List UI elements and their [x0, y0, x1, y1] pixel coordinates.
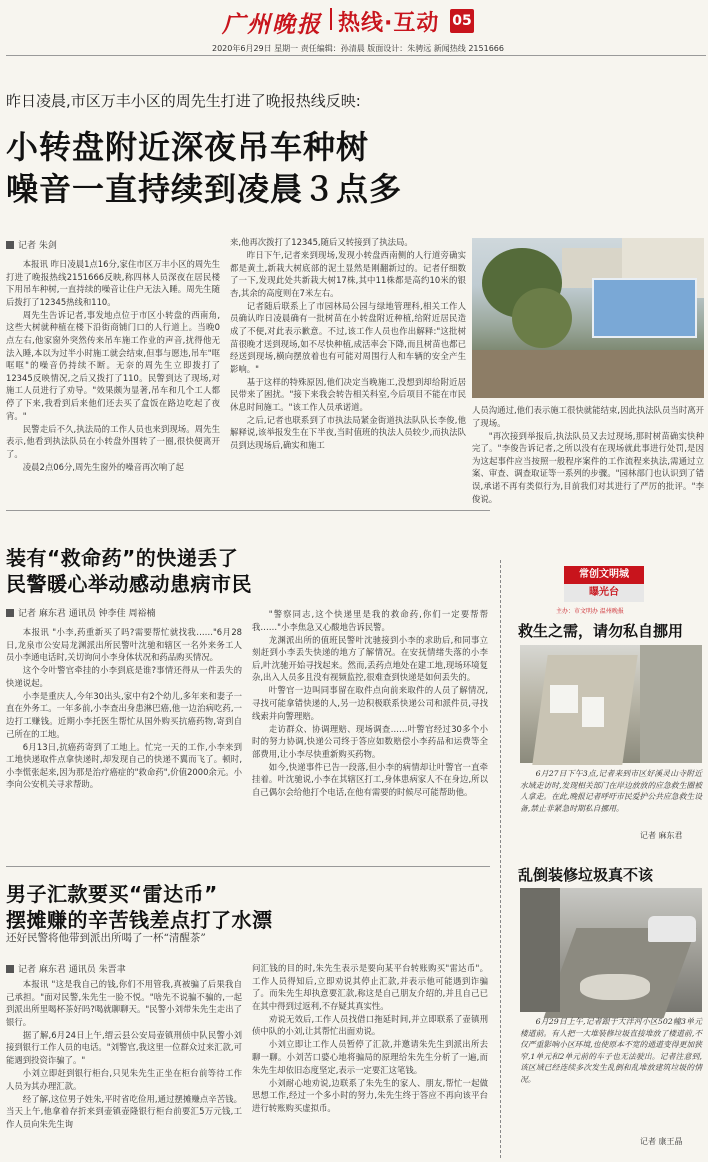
article-divider [6, 866, 490, 867]
lead-headline-line1: 小转盘附近深夜吊车种树 [6, 128, 370, 166]
paragraph: 龙渊派出所的值班民警叶沈驰接到小李的求助后,和同事立刻赶到小李丢失快递的地方了解情况。在安抚情绪失落的小李后,叶沈驰开始寻找起来。然而,丢药点地处在建工地,现场环境复杂,出入人员多且没有视频监控,很难查到快递是如何丢失的。 [252, 634, 488, 683]
article3-byline-text: 记者 麻东君 通讯员 朱晋聿 [18, 965, 126, 975]
paragraph: 之后,记者也联系到了市执法局紧金街道执法队队长李俊,他解释说,该举报发生在下半夜,当时值班的执法人员较少,而执法队员到达现场后,确实和施工 [230, 414, 466, 451]
article2-column-2 [252, 608, 488, 864]
page-number-badge: 05 [450, 9, 474, 33]
masthead-separator [330, 8, 332, 30]
byline-marker-icon [6, 965, 14, 973]
photo-tree-area [640, 645, 702, 763]
paragraph: 小刘立即赶到银行柜台,只见朱先生正坐在柜台前等待工作人员为其办理汇款。 [6, 1067, 242, 1091]
article2-headline-line1: 装有“救命药”的快递丢了 [6, 546, 239, 570]
sidebar-item2-headline: 乱倒装修垃圾真不该 [518, 866, 654, 884]
paragraph: 经了解,这位男子姓朱,平时省吃俭用,通过摆摊赚点辛苦钱。当天上午,他拿着存折来到壶镇壶隆银行柜台前要汇5万元钱,工作人员向朱先生询 [6, 1093, 242, 1129]
paragraph: 本报讯 昨日凌晨1点16分,家住市区万丰小区的周先生打进了晚报热线2151666反映,称四林人员深夜在居民楼下用吊车种树,一直持续的噪音让住户无法入睡。周先生随后拨打了12345热线和110。 [6, 259, 220, 307]
badge-top-label: 常创文明城 [564, 566, 644, 584]
photo-tree [512, 288, 572, 348]
paragraph: 昨日下午,记者来到现场,发现小转盘西南侧的人行道旁确实都是黄土,新栽大树底部的泥土显然是刚翻新过的。记者仔细数了一下,发现此处共新栽大树17株,其中11株都是高约10米的银杏,其余的高度则在7米左右。 [230, 249, 466, 298]
article3-column-2 [252, 962, 488, 1156]
paragraph: 本报讯 "小李,药重新买了吗?需要帮忙就找我……"6月28日,龙泉市公安局龙渊派出所民警叶沈驰和辖区一名外来务工人员小李通电话时,关切询问小李身体状况和药品购买情况。 [6, 627, 242, 663]
byline-marker-icon [6, 241, 14, 249]
lead-photo-tree-planting [472, 238, 704, 398]
sidebar-item1-byline: 记者 麻东君 [640, 831, 683, 840]
paragraph: 民警走后不久,执法局的工作人员也来到现场。周先生表示,他看到执法队员在小转盘外围转了一圈,很快便离开了。 [6, 423, 220, 459]
paragraph: 小刘耐心地劝说,边联系了朱先生的家人、朋友,帮忙一起做思想工作,经过一个多小时的努力,朱先生终于答应不再向该平台进行转账购买虚拟币。 [252, 1077, 488, 1113]
newspaper-brand: 广州晚报 [222, 11, 322, 38]
lead-column-3 [472, 404, 704, 504]
paragraph: 本报讯 "这是我自己的钱,你们不用管我,真被骗了后果我自己承担。"面对民警,朱先生一脸不悦。"啥先不说骗不骗的,一起到派出所里喝杯茶好吗?喝就聊聊天。"民警小刘带朱先生走出了银行。 [6, 979, 242, 1027]
photo-car [648, 916, 696, 942]
badge-bottom-label: 曝光台 [564, 584, 644, 602]
article3-column-1 [6, 978, 242, 1156]
paragraph: 问汇钱的目的时,朱先生表示是要向某平台转账购买"雷达币"。工作人员得知后,立即劝说其停止汇款,并表示他可能遇到诈骗了。而朱先生却执意要汇款,称这是自己朋友介绍的,并且自己已在其中得到过返利,不存疑其真实性。 [252, 963, 488, 1011]
article-divider [6, 510, 490, 511]
paragraph: 叶警官一边叫同事留在取件点向前来取件的人员了解情况,寻找可能拿错快递的人,另一边积极联系快递公司和派件员,寻找线索并向警理赔。 [252, 685, 488, 721]
paragraph: 记者随后联系上了市园林局公园与绿地管理科,相关工作人员确认昨日凌晨确有一批树苗在小转盘附近种植,给附近居民造成了不便,对此表示歉意。不过,该工作人员也作出解释:"这批树苗很晚才送到现场,如不尽快种植,成活率会下降,而且树苗也都已经送到现场,横向摆放着也有可能对周围行人和车辆的安全产生影响。" [230, 300, 466, 374]
photo-building-wall [520, 888, 560, 1012]
sidebar-item1-caption: 6月27日下午3点,记者来到市区好溪灵山寺附近水域走访时,发现相关部门在岸边放放的应急救生圈被人拿走。在此,晚报记者呼吁市民爱护公共应急救生设备,禁止非紧急时期私自挪用。 [520, 769, 702, 813]
article3-byline [6, 962, 126, 975]
paragraph: 走访群众、协调理赔、现场调查……叶警官经过30多个小时的努力协调,快递公司终于答应如数赔偿小李药品和运费等全部费用,让小李尽快重新购买药物。 [252, 723, 488, 759]
lead-headline-line2: 噪音一直持续到凌晨３点多 [6, 170, 403, 208]
paragraph: 基于这样的特殊原因,他们决定当晚施工,没想到却给附近居民带来了困扰。"接下来我会转告相关科室,今后项目不能在市民休息时间施工。"该工作人员承诺道。 [230, 376, 466, 412]
paragraph: 劝说无效后,工作人员找借口拖延时间,并立即联系了壶镇刑侦中队的小刘,让其帮忙出面劝说。 [252, 1013, 488, 1037]
paragraph: 凌晨2点06分,周先生窗外的噪音再次响了起 [22, 461, 184, 472]
sidebar-photo-lifebuoy [520, 645, 702, 763]
photo-soil [472, 350, 704, 398]
paragraph: 如今,快递事件已告一段落,但小李的病情却让叶警官一直牵挂着。叶沈驰说,小李在其辖区打工,身体患病家人不在身边,所以自己偶尔会给他打个电话,在他有需要的时候尽可能帮助他。 [252, 761, 488, 797]
paragraph: 周先生告诉记者,事发地点位于市区小转盘的西南角,这些大树就种植在楼下沿街商铺门口的人行道上。当晚0点左右,他家窗外突然传来吊车施工作业的声音,扰得他无法入睡,本以为过半小时施工就会结束,但事与愿违,吊车"哐哐哐"的噪音仍持续不断。无奈的周先生立即拨打了12345反映情况,之后又拨打了110。民警到达了现场,对施工人员进行了劝导。"效果颇为显著,吊车和几个工人都停了下来,我看到后来他们还去买了盒饭在路边吃起了夜宵。" [6, 309, 220, 421]
paragraph: 据了解,6月24日上午,缙云县公安局壶镇刑侦中队民警小刘接到银行工作人员的电话。"刘警官,我这里一位群众过来汇款,可能遇到投资诈骗了。" [6, 1029, 242, 1065]
lead-column-2 [230, 236, 466, 496]
lead-column-1 [6, 258, 220, 484]
article3-headline-line2: 摆摊赚的辛苦钱差点打了水漂 [6, 908, 273, 932]
section-title: 热线·互动 [338, 11, 440, 36]
photo-debris-pile [580, 974, 650, 1000]
paragraph: 这个令叶警官牵挂的小李到底是谁?事情还得从一件丢失的快递说起。 [6, 665, 242, 688]
paragraph: "再次接到举报后,执法队员又去过现场,那时树苗确实快种完了。"李俊告诉记者,之所以没有在现场就此事进行处罚,是因为这起事件应当按照一般程序案件的工作流程来执法,需通过立案、审查、调查取证等一系列的步骤。"园林部门也认识到了错误,承诺不再有类似行为,目前我们对其进行了严厉的批评。"李俊说。 [472, 430, 704, 504]
paragraph: "警察同志,这个快递里是我的救命药,你们一定要帮帮我……"小李焦急又心酸地告诉民警。 [252, 609, 488, 632]
lead-byline [6, 238, 57, 251]
article2-headline-line2: 民警暖心举动感动患病市民 [6, 572, 252, 596]
sidebar-item1-headline: 救生之需，请勿私自挪用 [518, 622, 684, 640]
paragraph: 6月13日,抗癌药寄到了工地上。忙完一天的工作,小李来到工地快递取件点拿快递时,却发现自己的快递不翼而飞了。顿时,小李慌张起来,因为那是治疗癌症的"救命药",价值2000余元。小李向公安机关寻求帮助。 [6, 741, 242, 790]
paragraph: 小李是重庆人,今年30出头,家中有2个幼儿,多年来和妻子一直在外务工。一年多前,小李查出身患淋巴癌,他一边治病吃药,一边打工赚钱。近期小李托医生帮忙从国外购买抗癌药物,寄到自己所在的工地。 [6, 690, 242, 739]
article2-byline-text: 记者 麻东君 通讯员 钟李佳 周裕楠 [18, 609, 156, 619]
sidebar-photo-debris [520, 888, 702, 1012]
article2-byline [6, 606, 155, 619]
lead-byline-text: 记者 朱剑 [18, 241, 57, 251]
photo-signboard [592, 278, 697, 338]
article3-headline-line1: 男子汇款要买“雷达币” [6, 882, 218, 906]
sidebar-item2-byline: 记者 康王晶 [640, 1137, 683, 1146]
photo-notice [550, 685, 578, 713]
paragraph: 来,他再次拨打了12345,随后又转接到了执法局。 [230, 237, 413, 247]
lead-kicker: 昨日凌晨,市区万丰小区的周先生打进了晚报热线反映: [6, 92, 361, 110]
article3-subheadline: 还好民警将他带到派出所喝了一杯“清醒茶” [6, 932, 206, 944]
dateline: 2020年6月29日 星期一 责任编辑：孙清晨 版面设计：朱骋远 新闻热线 2151666 [212, 44, 504, 53]
byline-marker-icon [6, 609, 14, 617]
photo-notice [582, 697, 604, 727]
badge-note: 主办：市文明办 温州晚报 [556, 608, 624, 615]
paragraph: 人员沟通过,他们表示施工很快就能结束,因此执法队员当时离开了现场。 [472, 405, 704, 428]
sidebar-item2-caption: 6月29日上午,记者跟于大洋河小区502幢3单元楼道前。有人把一大堆装修垃圾直接堆放了楼道前,不仅严重影响小区环境,也使原本不宽的通道变得更加狭窄,1单元和2单元前的车子也无法驶出。记者注意到,该区域已经连续多次发生乱倒和乱堆放建筑垃圾的情况。 [520, 1017, 702, 1084]
paragraph: 小刘立即让工作人员暂停了汇款,并邀请朱先生到派出所去聊一聊。小刘苦口婆心地将骗局的原理给朱先生分析了一遍,而朱先生却依旧态度坚定,表示一定要汇这笔钱。 [252, 1039, 488, 1075]
masthead-rule [6, 55, 706, 56]
article2-column-1 [6, 626, 242, 864]
